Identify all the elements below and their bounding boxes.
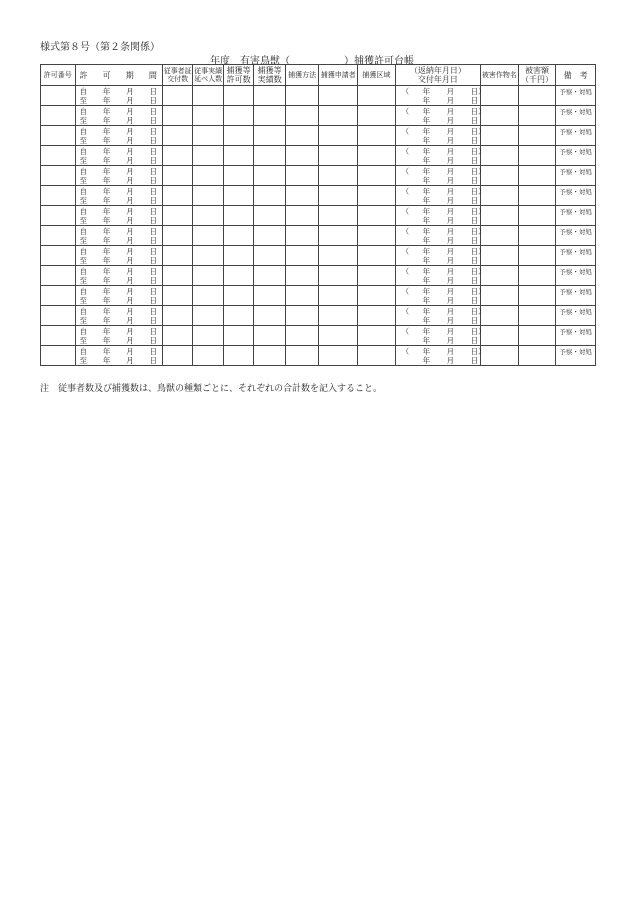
actual-staff-cell[interactable] [193, 266, 223, 286]
title-part1: 年度 有害鳥獣（ [210, 56, 290, 67]
area-cell[interactable] [358, 106, 396, 126]
return-line: （ 年 月 日） [401, 306, 486, 316]
issue-line: 年 月 日 [422, 95, 479, 105]
crops-cell[interactable] [481, 206, 519, 226]
permit-no-cell[interactable] [41, 266, 76, 286]
permit-no-cell[interactable] [41, 166, 76, 186]
header-capture-permits: 捕獲等 許可数 [223, 65, 253, 86]
applicant-cell[interactable] [319, 106, 358, 126]
header-cert-count: 従事者証 交付数 [162, 65, 192, 86]
period-cell[interactable] [75, 146, 162, 166]
capture-actual-cell[interactable] [254, 86, 286, 106]
method-cell[interactable] [285, 266, 319, 286]
period-from-line: 自 年 月 日 [79, 166, 157, 176]
cert-count-cell[interactable] [162, 326, 192, 346]
permit-no-cell[interactable] [41, 206, 76, 226]
remark-label: 予察・対処 [559, 128, 592, 136]
period-cell[interactable] [75, 106, 162, 126]
issue-line: 年 月 日 [422, 195, 479, 205]
area-cell[interactable] [358, 186, 396, 206]
method-cell[interactable] [285, 146, 319, 166]
capture-permits-cell[interactable] [223, 146, 253, 166]
header-remarks: 備 考 [556, 65, 596, 86]
crops-cell[interactable] [481, 126, 519, 146]
period-to-line: 至 年 月 日 [79, 255, 157, 265]
return-date-cell[interactable] [395, 146, 486, 166]
remarks-cell[interactable] [556, 306, 596, 326]
header-permit-no: 許可番号 [41, 65, 76, 86]
permit-no-cell[interactable] [41, 346, 76, 366]
damage-cell[interactable] [518, 146, 556, 166]
header-return-date: （返納年月日） 交付年月日 [395, 65, 480, 86]
remark-label: 予察・対処 [559, 108, 592, 116]
remark-label: 予察・対処 [559, 288, 592, 296]
applicant-cell[interactable] [319, 126, 358, 146]
damage-cell[interactable] [518, 126, 556, 146]
return-line: （ 年 月 日） [401, 286, 486, 296]
table-row [41, 246, 596, 266]
remark-label: 予察・対処 [559, 268, 592, 276]
return-date-cell[interactable] [395, 226, 486, 246]
capture-permits-cell[interactable] [223, 226, 253, 246]
cert-count-cell[interactable] [162, 206, 192, 226]
issue-line: 年 月 日 [422, 155, 479, 165]
capture-permits-cell[interactable] [223, 166, 253, 186]
capture-actual-cell[interactable] [254, 126, 286, 146]
remarks-cell[interactable] [556, 206, 596, 226]
method-cell[interactable] [285, 286, 319, 306]
return-date-cell[interactable] [395, 206, 486, 226]
header-area: 捕獲区域 [358, 65, 396, 86]
period-cell[interactable] [75, 266, 162, 286]
table-row [41, 146, 596, 166]
table-row [41, 266, 596, 286]
capture-permits-cell[interactable] [223, 306, 253, 326]
period-from-line: 自 年 月 日 [79, 186, 157, 196]
method-cell[interactable] [285, 126, 319, 146]
period-from-line: 自 年 月 日 [79, 86, 157, 96]
applicant-cell[interactable] [319, 246, 358, 266]
ledger-table [40, 64, 596, 366]
period-from-line: 自 年 月 日 [79, 286, 157, 296]
crops-cell[interactable] [481, 186, 519, 206]
applicant-cell[interactable] [319, 186, 358, 206]
return-line: （ 年 月 日） [401, 146, 486, 156]
remarks-cell[interactable] [556, 346, 596, 366]
header-actual-staff: 従事実績 延べ人数 [193, 65, 223, 86]
capture-actual-cell[interactable] [254, 286, 286, 306]
remarks-cell[interactable] [556, 126, 596, 146]
applicant-cell[interactable] [319, 206, 358, 226]
header-applicant: 捕獲申請者 [319, 65, 358, 86]
method-cell[interactable] [285, 346, 319, 366]
return-date-cell[interactable] [395, 266, 486, 286]
remark-label: 予察・対処 [559, 188, 592, 196]
capture-permits-cell[interactable] [223, 266, 253, 286]
period-cell[interactable] [75, 346, 162, 366]
remark-label: 予察・対処 [559, 228, 592, 236]
header-damage: 被害額 （千円） [518, 65, 556, 86]
crops-cell[interactable] [481, 306, 519, 326]
capture-permits-cell[interactable] [223, 326, 253, 346]
return-line: （ 年 月 日） [401, 106, 486, 116]
area-cell[interactable] [358, 126, 396, 146]
capture-actual-cell[interactable] [254, 346, 286, 366]
period-from-line: 自 年 月 日 [79, 126, 157, 136]
table-row [41, 326, 596, 346]
cert-count-cell[interactable] [162, 186, 192, 206]
actual-staff-cell[interactable] [193, 346, 223, 366]
crops-cell[interactable] [481, 106, 519, 126]
area-cell[interactable] [358, 346, 396, 366]
table-row [41, 106, 596, 126]
actual-staff-cell[interactable] [193, 126, 223, 146]
return-line: （ 年 月 日） [401, 246, 486, 256]
period-to-line: 至 年 月 日 [79, 275, 157, 285]
issue-line: 年 月 日 [422, 215, 479, 225]
method-cell[interactable] [285, 306, 319, 326]
crops-cell[interactable] [481, 266, 519, 286]
applicant-cell[interactable] [319, 306, 358, 326]
crops-cell[interactable] [481, 286, 519, 306]
crops-cell[interactable] [481, 146, 519, 166]
actual-staff-cell[interactable] [193, 326, 223, 346]
period-to-line: 至 年 月 日 [79, 215, 157, 225]
period-cell[interactable] [75, 126, 162, 146]
actual-staff-cell[interactable] [193, 306, 223, 326]
period-from-line: 自 年 月 日 [79, 346, 157, 356]
remark-label: 予察・対処 [559, 348, 592, 356]
period-cell[interactable] [75, 326, 162, 346]
table-row [41, 226, 596, 246]
permit-no-cell[interactable] [41, 86, 76, 106]
damage-cell[interactable] [518, 86, 556, 106]
header-row [41, 65, 596, 86]
period-from-line: 自 年 月 日 [79, 226, 157, 236]
capture-permits-cell[interactable] [223, 206, 253, 226]
method-cell[interactable] [285, 326, 319, 346]
return-date-cell[interactable] [395, 186, 486, 206]
table-row [41, 206, 596, 226]
period-to-line: 至 年 月 日 [79, 295, 157, 305]
issue-line: 年 月 日 [422, 135, 479, 145]
capture-permits-cell[interactable] [223, 126, 253, 146]
table-row [41, 186, 596, 206]
method-cell[interactable] [285, 206, 319, 226]
return-date-cell[interactable] [395, 126, 486, 146]
capture-actual-cell[interactable] [254, 206, 286, 226]
period-cell[interactable] [75, 166, 162, 186]
header-method: 捕獲方法 [285, 65, 319, 86]
period-to-line: 至 年 月 日 [79, 315, 157, 325]
remarks-cell[interactable] [556, 286, 596, 306]
actual-staff-cell[interactable] [193, 186, 223, 206]
return-line: （ 年 月 日） [401, 166, 486, 176]
method-cell[interactable] [285, 186, 319, 206]
actual-staff-cell[interactable] [193, 286, 223, 306]
period-from-line: 自 年 月 日 [79, 266, 157, 276]
method-cell[interactable] [285, 86, 319, 106]
remarks-cell[interactable] [556, 146, 596, 166]
applicant-cell[interactable] [319, 326, 358, 346]
issue-line: 年 月 日 [422, 315, 479, 325]
permit-no-cell[interactable] [41, 306, 76, 326]
area-cell[interactable] [358, 306, 396, 326]
capture-actual-cell[interactable] [254, 146, 286, 166]
period-to-line: 至 年 月 日 [79, 175, 157, 185]
period-from-line: 自 年 月 日 [79, 246, 157, 256]
issue-line: 年 月 日 [422, 115, 479, 125]
damage-cell[interactable] [518, 286, 556, 306]
ledger-body [41, 86, 596, 366]
return-date-cell[interactable] [395, 326, 486, 346]
header-period: 許 可 期 間 [75, 65, 162, 86]
actual-staff-cell[interactable] [193, 166, 223, 186]
crops-cell[interactable] [481, 226, 519, 246]
remark-label: 予察・対処 [559, 308, 592, 316]
period-cell[interactable] [75, 306, 162, 326]
return-date-cell[interactable] [395, 286, 486, 306]
remarks-cell[interactable] [556, 266, 596, 286]
actual-staff-cell[interactable] [193, 86, 223, 106]
return-line: （ 年 月 日） [401, 326, 486, 336]
return-line: （ 年 月 日） [401, 186, 486, 196]
remarks-cell[interactable] [556, 106, 596, 126]
period-to-line: 至 年 月 日 [79, 135, 157, 145]
actual-staff-cell[interactable] [193, 226, 223, 246]
table-row [41, 306, 596, 326]
applicant-cell[interactable] [319, 226, 358, 246]
period-cell[interactable] [75, 286, 162, 306]
actual-staff-cell[interactable] [193, 106, 223, 126]
period-from-line: 自 年 月 日 [79, 306, 157, 316]
capture-actual-cell[interactable] [254, 106, 286, 126]
table-row [41, 166, 596, 186]
period-from-line: 自 年 月 日 [79, 206, 157, 216]
capture-permits-cell[interactable] [223, 186, 253, 206]
cert-count-cell[interactable] [162, 306, 192, 326]
damage-cell[interactable] [518, 326, 556, 346]
period-from-line: 自 年 月 日 [79, 326, 157, 336]
actual-staff-cell[interactable] [193, 206, 223, 226]
issue-line: 年 月 日 [422, 295, 479, 305]
issue-line: 年 月 日 [422, 275, 479, 285]
damage-cell[interactable] [518, 306, 556, 326]
area-cell[interactable] [358, 146, 396, 166]
return-line: （ 年 月 日） [401, 126, 486, 136]
applicant-cell[interactable] [319, 346, 358, 366]
capture-actual-cell[interactable] [254, 226, 286, 246]
cert-count-cell[interactable] [162, 86, 192, 106]
method-cell[interactable] [285, 166, 319, 186]
period-cell[interactable] [75, 86, 162, 106]
applicant-cell[interactable] [319, 146, 358, 166]
method-cell[interactable] [285, 246, 319, 266]
area-cell[interactable] [358, 206, 396, 226]
cert-count-cell[interactable] [162, 126, 192, 146]
return-date-cell[interactable] [395, 246, 486, 266]
return-line: （ 年 月 日） [401, 346, 486, 356]
cert-count-cell[interactable] [162, 106, 192, 126]
damage-cell[interactable] [518, 226, 556, 246]
damage-cell[interactable] [518, 346, 556, 366]
actual-staff-cell[interactable] [193, 246, 223, 266]
return-date-cell[interactable] [395, 86, 486, 106]
remark-label: 予察・対処 [559, 148, 592, 156]
capture-actual-cell[interactable] [254, 326, 286, 346]
area-cell[interactable] [358, 326, 396, 346]
period-to-line: 至 年 月 日 [79, 195, 157, 205]
permit-no-cell[interactable] [41, 186, 76, 206]
return-date-cell[interactable] [395, 346, 486, 366]
issue-line: 年 月 日 [422, 335, 479, 345]
period-to-line: 至 年 月 日 [79, 95, 157, 105]
cert-count-cell[interactable] [162, 286, 192, 306]
table-row [41, 346, 596, 366]
period-from-line: 自 年 月 日 [79, 146, 157, 156]
area-cell[interactable] [358, 226, 396, 246]
applicant-cell[interactable] [319, 266, 358, 286]
permit-no-cell[interactable] [41, 146, 76, 166]
capture-permits-cell[interactable] [223, 106, 253, 126]
permit-no-cell[interactable] [41, 106, 76, 126]
capture-permits-cell[interactable] [223, 86, 253, 106]
applicant-cell[interactable] [319, 166, 358, 186]
crops-cell[interactable] [481, 326, 519, 346]
table-row [41, 126, 596, 146]
issue-line: 年 月 日 [422, 355, 479, 365]
damage-cell[interactable] [518, 206, 556, 226]
remark-label: 予察・対処 [559, 208, 592, 216]
table-row [41, 86, 596, 106]
cert-count-cell[interactable] [162, 146, 192, 166]
capture-actual-cell[interactable] [254, 186, 286, 206]
issue-line: 年 月 日 [422, 235, 479, 245]
permit-no-cell[interactable] [41, 226, 76, 246]
remarks-cell[interactable] [556, 326, 596, 346]
capture-actual-cell[interactable] [254, 246, 286, 266]
table-row [41, 286, 596, 306]
damage-cell[interactable] [518, 246, 556, 266]
return-line: （ 年 月 日） [401, 86, 486, 96]
remarks-cell[interactable] [556, 186, 596, 206]
cert-count-cell[interactable] [162, 266, 192, 286]
remark-label: 予察・対処 [559, 168, 592, 176]
area-cell[interactable] [358, 166, 396, 186]
damage-cell[interactable] [518, 266, 556, 286]
method-cell[interactable] [285, 106, 319, 126]
capture-actual-cell[interactable] [254, 166, 286, 186]
area-cell[interactable] [358, 86, 396, 106]
remark-label: 予察・対処 [559, 328, 592, 336]
capture-actual-cell[interactable] [254, 306, 286, 326]
crops-cell[interactable] [481, 86, 519, 106]
applicant-cell[interactable] [319, 286, 358, 306]
title-part2: ）捕獲許可台帳 [344, 56, 414, 67]
return-line: （ 年 月 日） [401, 206, 486, 216]
cert-count-cell[interactable] [162, 166, 192, 186]
remarks-cell[interactable] [556, 86, 596, 106]
capture-permits-cell[interactable] [223, 286, 253, 306]
period-cell[interactable] [75, 246, 162, 266]
return-line: （ 年 月 日） [401, 226, 486, 236]
actual-staff-cell[interactable] [193, 146, 223, 166]
return-line: （ 年 月 日） [401, 266, 486, 276]
permit-no-cell[interactable] [41, 246, 76, 266]
damage-cell[interactable] [518, 106, 556, 126]
damage-cell[interactable] [518, 186, 556, 206]
period-cell[interactable] [75, 206, 162, 226]
cert-count-cell[interactable] [162, 226, 192, 246]
period-to-line: 至 年 月 日 [79, 155, 157, 165]
period-cell[interactable] [75, 186, 162, 206]
period-to-line: 至 年 月 日 [79, 235, 157, 245]
footnote: 注 従事者数及び捕獲数は、鳥獣の種類ごとに、それぞれの合計数を記入すること。 [40, 384, 383, 394]
period-to-line: 至 年 月 日 [79, 335, 157, 345]
header-capture-actual: 捕獲等 実績数 [254, 65, 286, 86]
crops-cell[interactable] [481, 346, 519, 366]
period-from-line: 自 年 月 日 [79, 106, 157, 116]
permit-no-cell[interactable] [41, 126, 76, 146]
period-to-line: 至 年 月 日 [79, 355, 157, 365]
remarks-cell[interactable] [556, 166, 596, 186]
issue-line: 年 月 日 [422, 255, 479, 265]
capture-permits-cell[interactable] [223, 346, 253, 366]
area-cell[interactable] [358, 286, 396, 306]
method-cell[interactable] [285, 226, 319, 246]
capture-permits-cell[interactable] [223, 246, 253, 266]
remarks-cell[interactable] [556, 226, 596, 246]
remarks-cell[interactable] [556, 246, 596, 266]
return-date-cell[interactable] [395, 306, 486, 326]
area-cell[interactable] [358, 246, 396, 266]
crops-cell[interactable] [481, 166, 519, 186]
header-crops: 被害作物名 [481, 65, 519, 86]
damage-cell[interactable] [518, 166, 556, 186]
remark-label: 予察・対処 [559, 88, 592, 96]
permit-no-cell[interactable] [41, 326, 76, 346]
capture-actual-cell[interactable] [254, 266, 286, 286]
applicant-cell[interactable] [319, 86, 358, 106]
return-date-cell[interactable] [395, 106, 486, 126]
permit-no-cell[interactable] [41, 286, 76, 306]
remark-label: 予察・対処 [559, 248, 592, 256]
cert-count-cell[interactable] [162, 246, 192, 266]
cert-count-cell[interactable] [162, 346, 192, 366]
area-cell[interactable] [358, 266, 396, 286]
period-to-line: 至 年 月 日 [79, 115, 157, 125]
form-number: 様式第８号（第２条関係） [40, 42, 160, 53]
issue-line: 年 月 日 [422, 175, 479, 185]
return-date-cell[interactable] [395, 166, 486, 186]
period-cell[interactable] [75, 226, 162, 246]
crops-cell[interactable] [481, 246, 519, 266]
